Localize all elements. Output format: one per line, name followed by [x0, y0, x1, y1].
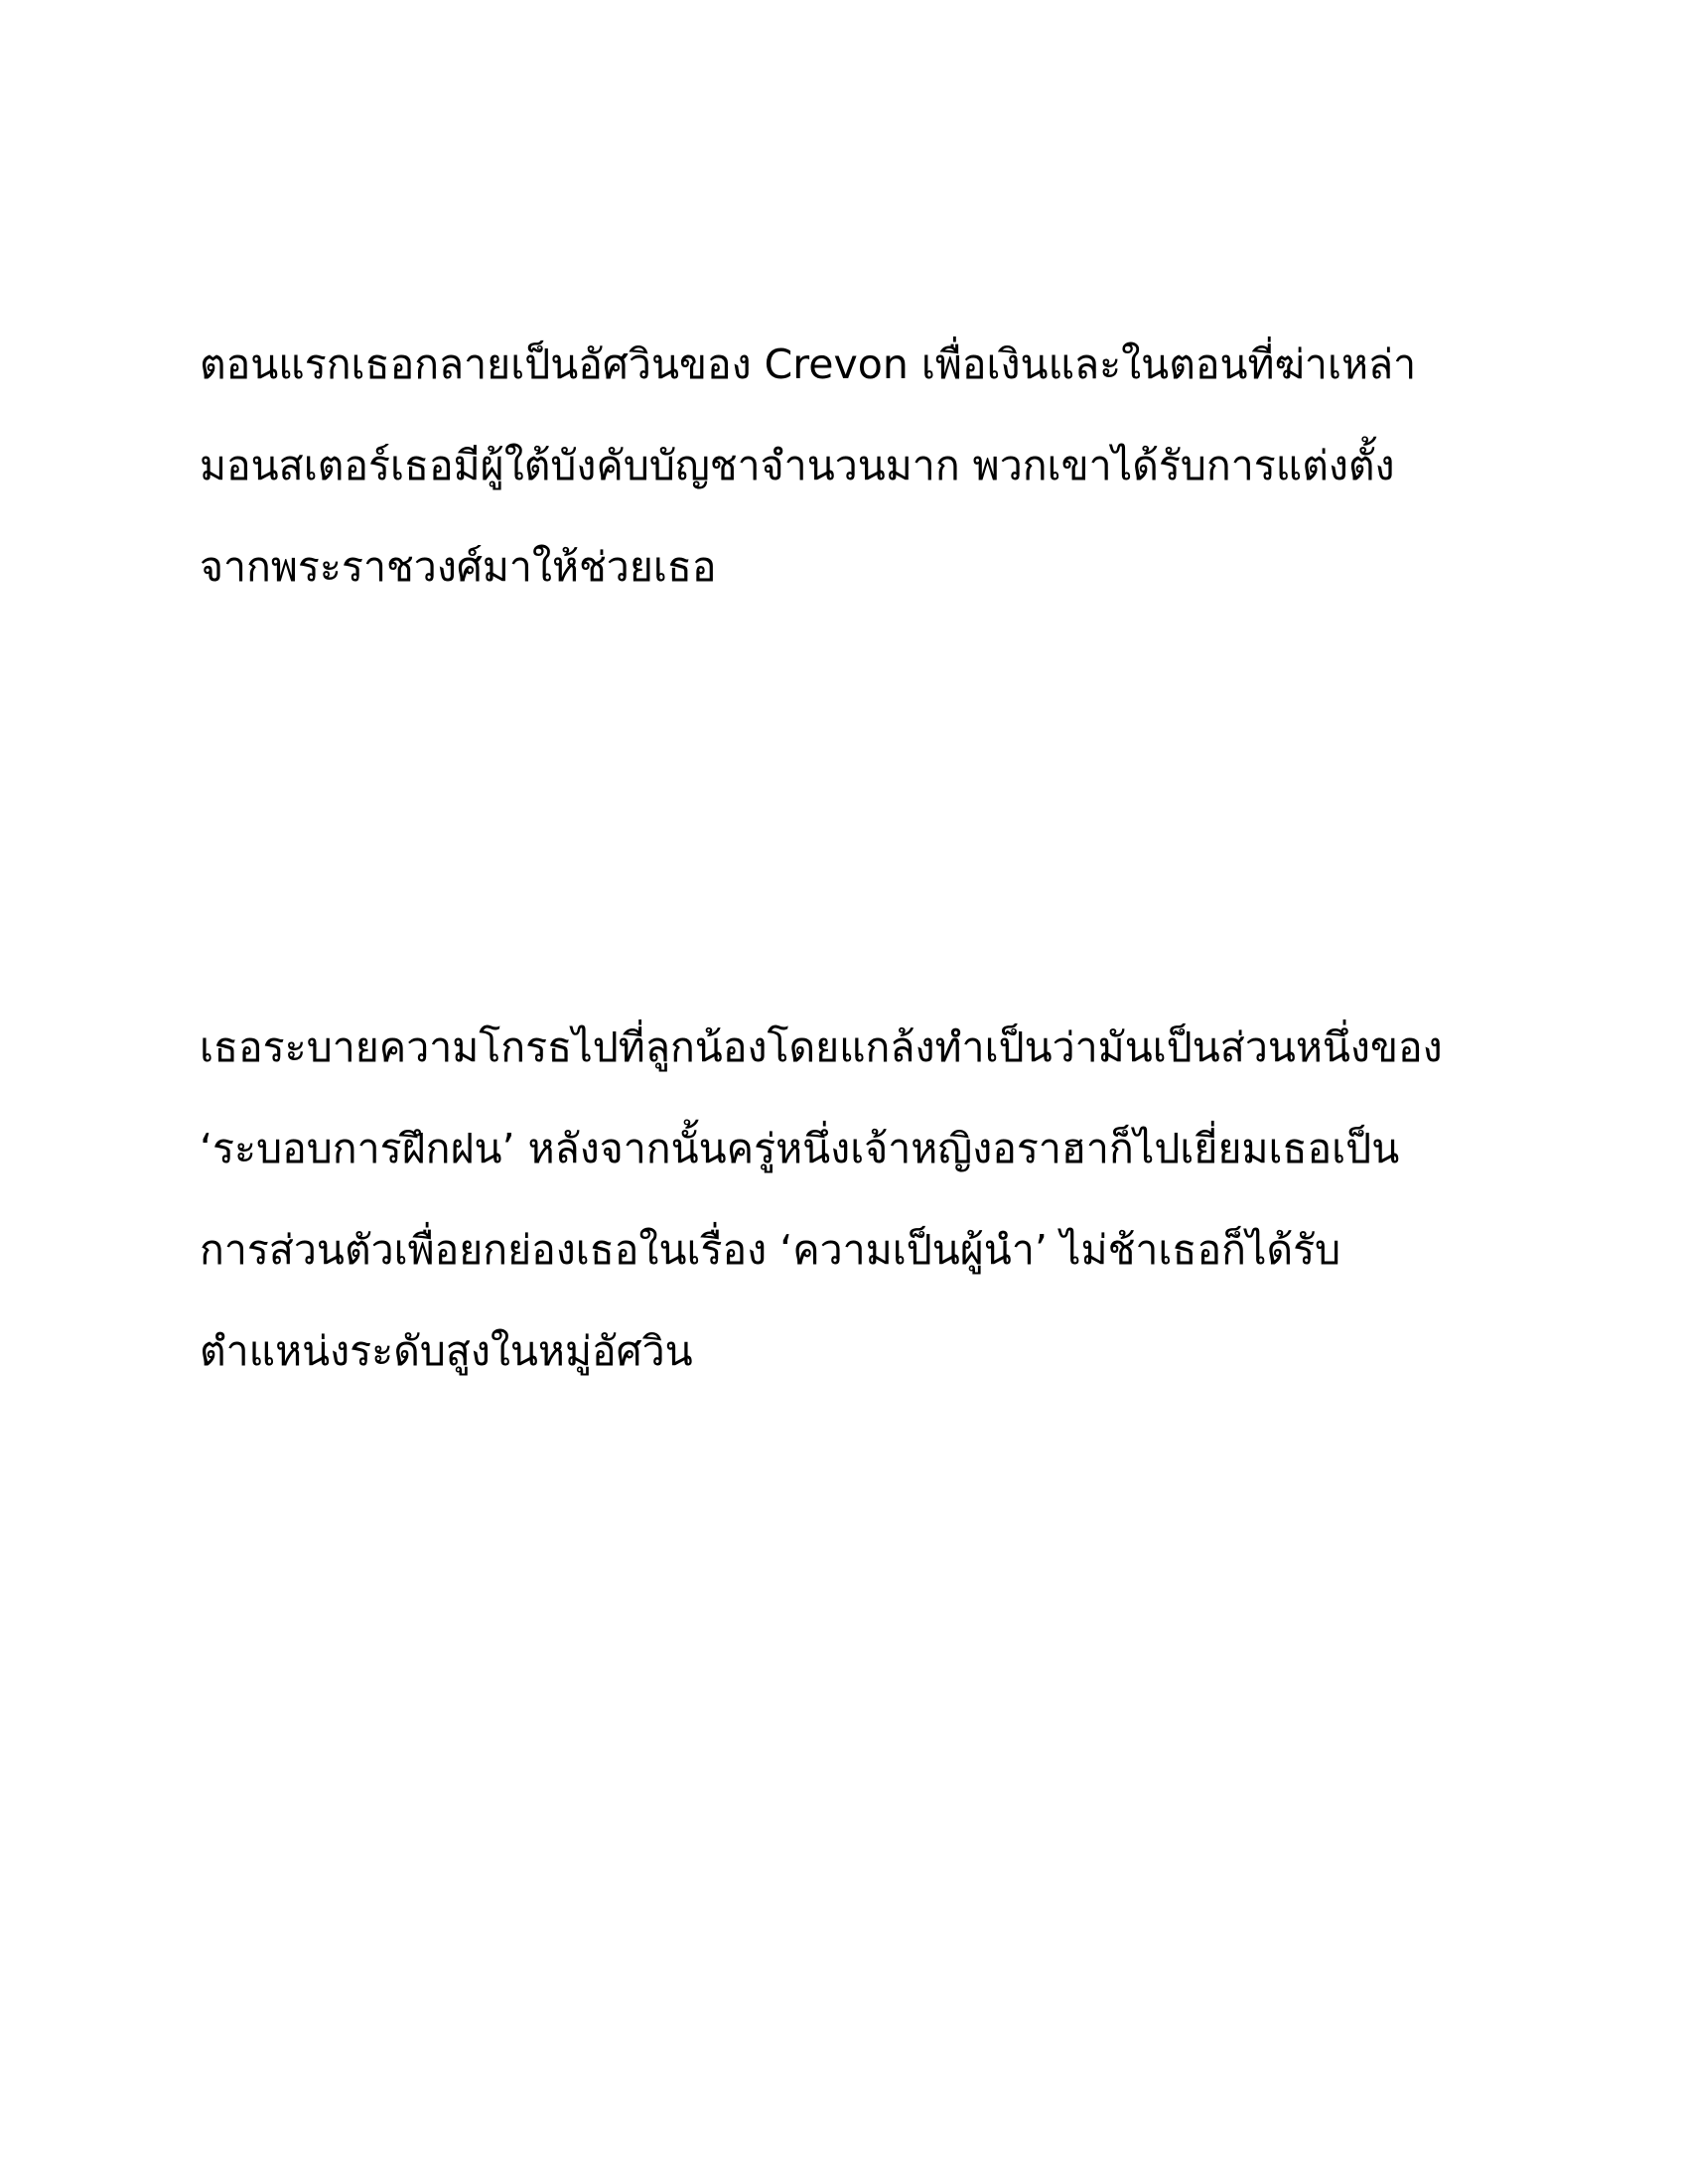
paragraph-2: [200, 1015, 1510, 1420]
paragraph-line: มอนสเตอร์เธอมีผู้ใต้บังคับบัญชาจำนวนมาก พวกเขาได้รับการแต่งตั้ง: [200, 442, 1395, 489]
paragraph-1: [200, 332, 1510, 635]
paragraph-line: ตำแหน่งระดับสูงในหมู่อัศวิน: [200, 1327, 693, 1375]
paragraph-line: เธอระบายความโกรธไปที่ลูกน้องโดยแกล้งทำเป็นว่ามันเป็นส่วนหนึ่งของ: [200, 1024, 1443, 1071]
paragraph-line: ตอนแรกเธอกลายเป็นอัศวินของ Crevon เพื่อเงินและในตอนที่ฆ่าเหล่า: [200, 341, 1417, 388]
paragraph-line: ‘ระบอบการฝึกฝน’ หลังจากนั้นครู่หนึ่งเจ้าหญิงอราฮาก็ไปเยี่ยมเธอเป็น: [200, 1125, 1400, 1172]
paragraph-line: การส่วนตัวเพื่อยกย่องเธอในเรื่อง ‘ความเป็นผู้นำ’ ไม่ช้าเธอก็ได้รับ: [200, 1226, 1341, 1274]
paragraph-line: จากพระราชวงศ์มาให้ช่วยเธอ: [200, 543, 717, 591]
